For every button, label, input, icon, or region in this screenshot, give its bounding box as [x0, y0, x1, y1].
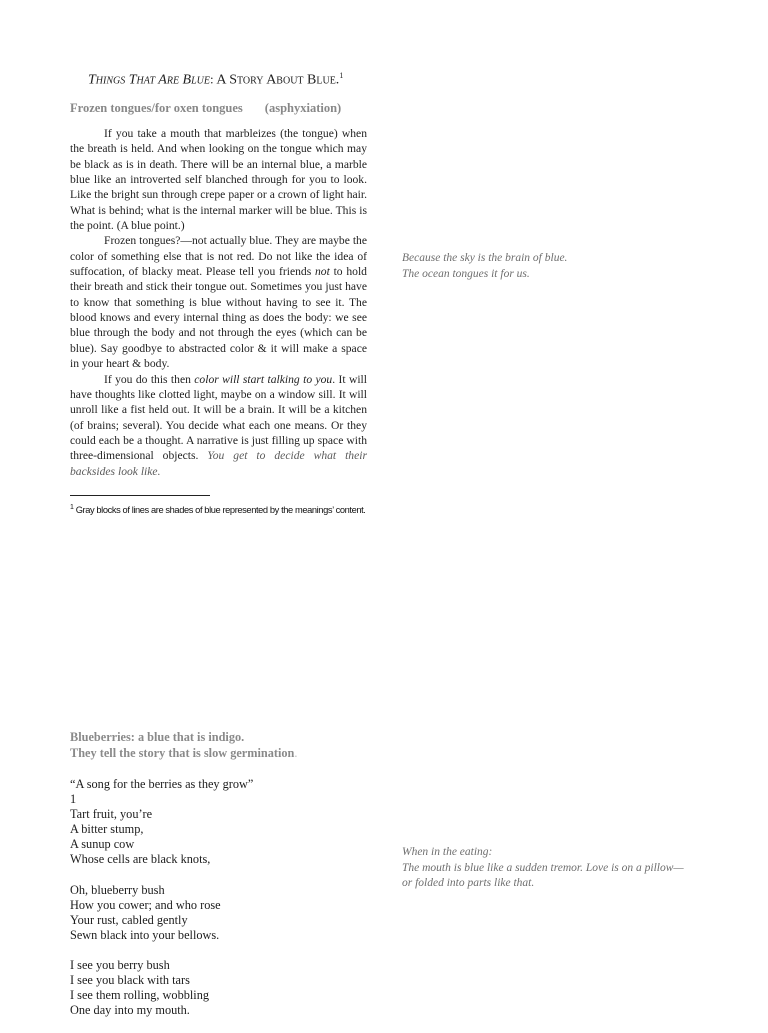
footnote: [70, 501, 370, 517]
margin-note-line: Because the sky is the brain of blue.: [402, 252, 568, 264]
poem-line: Sewn black into your bellows.: [70, 927, 220, 942]
poem-line: A sunup cow: [70, 837, 135, 852]
paragraph-3-text-b: . It will have thoughts like clotted light, maybe on a window sill. It will unroll like a fist held out. It will be a brain. It will be a kitchen (of brains; several). You decide what each one means. Or they could each be a thought. A narrative is just filling up space with three-dimensional objects.: [70, 372, 367, 463]
footnote-number: 1: [70, 504, 74, 511]
subheading-left: Frozen tongues/for oxen tongues: [70, 101, 243, 115]
paragraph-2-text-b: to hold their breath and stick their tongue out. Sometimes you just have to know that something is blue without having to see it. The blood knows and every internal thing as does the body: we see blue through the body and not through the eyes (which can be blue). Say goodbye to abstracted color & it will make a space in your heart & body.: [70, 265, 367, 371]
margin-note-line: The ocean tongues it for us.: [402, 267, 530, 280]
blueberries-heading-line-1: Blueberries: a blue that is indigo.: [70, 730, 245, 744]
paragraph-3-emphasis-1: color will start talking to you: [194, 372, 333, 386]
poem-line: “A song for the berries as they grow”: [70, 777, 254, 791]
document-title: [88, 67, 388, 88]
poem-stanza-1: [70, 777, 370, 868]
title-part2: A Story About Blue.: [213, 72, 340, 88]
poem: [70, 777, 370, 1033]
margin-note-line: The mouth is blue like a sudden tremor. Love is on a pillow—: [402, 861, 684, 874]
blueberries-heading-line-2-period: .: [294, 745, 298, 760]
title-part1: Things That Are Blue: [88, 72, 210, 88]
footnote-reference: 1: [339, 71, 344, 80]
paragraph-2-text-a: Frozen tongues?—not actually blue. They are maybe the color of something else that is not red. Do not like the idea of suffocation, of blacky meat. Please tell you friends: [70, 234, 367, 279]
blueberries-heading: [70, 730, 370, 761]
blueberries-heading-line-2-text: They tell the story that is slow germination: [70, 745, 295, 760]
footnote-divider: [70, 495, 210, 496]
margin-note-line: When in the eating:: [402, 846, 493, 858]
paragraph-2-emphasis: not: [314, 265, 330, 279]
title-separator: :: [210, 71, 214, 87]
blueberries-heading-line-2: [70, 746, 370, 762]
poem-stanza-2: [70, 883, 370, 943]
subheading-right: (asphyxiation): [264, 101, 342, 115]
paragraph-2: [70, 233, 367, 371]
poem-line: I see you black with tars: [70, 973, 190, 988]
margin-note-eating: [402, 845, 732, 892]
margin-note-line: or folded into parts like that.: [402, 877, 535, 889]
poem-line: Whose cells are black knots,: [70, 852, 211, 867]
poem-line: I see them rolling, wobbling: [70, 988, 210, 1003]
paragraph-3-text-a: If you do this then: [104, 372, 195, 386]
footnote-text: Gray blocks of lines are shades of blue represented by the meanings’ content.: [75, 505, 366, 516]
poem-line: 1: [70, 792, 77, 807]
poem-line: How you cower; and who rose: [70, 897, 221, 912]
paragraph-3-emphasis-2: You get to decide what their backsides look like.: [70, 449, 367, 478]
paragraph-1: If you take a mouth that marbleizes (the tongue) when the breath is held. And when looking on the tongue which may be black as is in death. There will be an internal blue, a marble blue like an introverted self blanched through for you to look. Like the bright sun through crepe paper or a crown of light hair. What is behind; what is the internal marker will be blue. This is the point. (A blue point.): [70, 127, 367, 233]
body-text: [70, 126, 367, 479]
poem-line: I see you berry bush: [70, 957, 170, 972]
section-subheading: [70, 100, 370, 116]
poem-line: Oh, blueberry bush: [70, 882, 165, 897]
poem-line: One day into my mouth.: [70, 1003, 190, 1018]
poem-line: Your rust, cabled gently: [70, 912, 188, 927]
paragraph-3: [70, 372, 367, 479]
margin-note-sky: [402, 251, 732, 282]
poem-line: A bitter stump,: [70, 822, 144, 837]
poem-stanza-3: [70, 958, 370, 1018]
poem-line: Tart fruit, you’re: [70, 807, 153, 822]
